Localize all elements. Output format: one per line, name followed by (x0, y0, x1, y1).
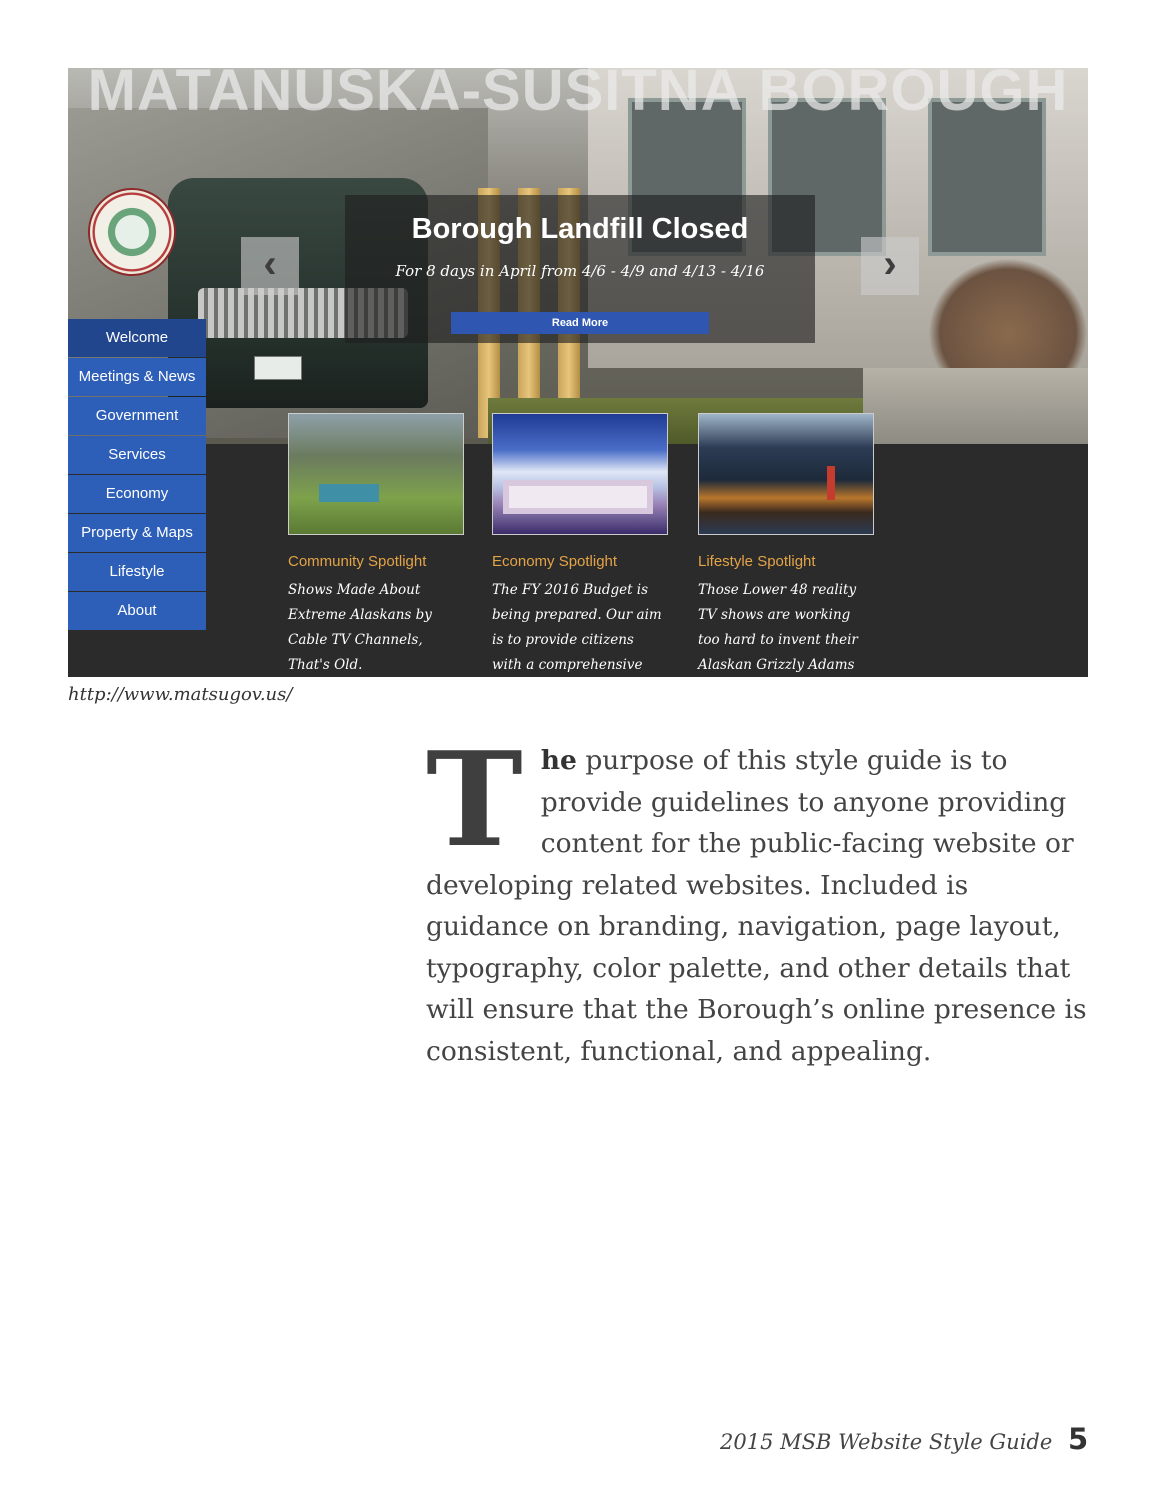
spotlight-title[interactable]: Economy Spotlight (492, 553, 618, 570)
hero-wall (863, 368, 1088, 444)
spotlight-text: The FY 2016 Budget is being prepared. Our aim is to provide citizens with a comprehensive and (492, 582, 662, 698)
spotlight-text: Those Lower 48 reality TV shows are working too hard to invent their Alaskan Grizzly Adams (698, 582, 858, 673)
community-spotlight (288, 413, 464, 678)
spotlight-title[interactable]: Lifestyle Spotlight (698, 553, 816, 570)
banner-subtitle: For 8 days in April from 4/6 - 4/9 and 4/13 - 4/16 (395, 262, 765, 280)
community-spotlight-image[interactable] (288, 413, 464, 535)
banner-title: Borough Landfill Closed (411, 213, 749, 245)
nav-item-property-maps[interactable]: Property & Maps (68, 514, 206, 552)
lifestyle-spotlight-image[interactable] (698, 413, 874, 535)
spotlight-title[interactable]: Community Spotlight (288, 553, 427, 570)
screenshot-caption-url: http://www.matsugov.us/ (68, 684, 293, 705)
nav-item-welcome[interactable]: Welcome (68, 319, 206, 357)
lifestyle-spotlight (698, 413, 874, 678)
site-brand-title: MATANUSKA-SUSITNA BOROUGH (87, 58, 1069, 123)
borough-seal-logo[interactable] (88, 188, 176, 276)
nav-item-services[interactable]: Services (68, 436, 206, 474)
drop-cap: T (426, 723, 523, 876)
read-more-button[interactable]: Read More (451, 312, 709, 334)
page-number: 5 (1068, 1422, 1089, 1456)
nav-item-lifestyle[interactable]: Lifestyle (68, 553, 206, 591)
hero-license-plate (254, 356, 302, 380)
intro-paragraph (426, 723, 1091, 1072)
chevron-right-icon[interactable]: › (861, 237, 919, 295)
main-nav (68, 319, 206, 631)
economy-spotlight (492, 413, 668, 703)
chevron-left-icon[interactable]: ‹ (241, 237, 299, 295)
footer-document-title: 2015 MSB Website Style Guide (720, 1430, 1053, 1454)
nav-item-about[interactable]: About (68, 592, 206, 630)
spotlight-text: Shows Made About Extreme Alaskans by Cable TV Channels, That's Old. (288, 582, 432, 673)
paragraph-text: purpose of this style guide is to provide guidelines to anyone providing content for the public-facing website or developing related websites. Included is guidance on branding, navigation, page layout, typography, color palette, and other details that will ensure that the Borough’s online presence is consistent, functional, and appealing. (426, 745, 1087, 1067)
nav-item-meetings-news[interactable]: Meetings & News (68, 358, 206, 396)
lead-in: he (540, 745, 577, 776)
news-banner (345, 195, 815, 343)
nav-item-economy[interactable]: Economy (68, 475, 206, 513)
economy-spotlight-image[interactable] (492, 413, 668, 535)
nav-item-government[interactable]: Government (68, 397, 206, 435)
